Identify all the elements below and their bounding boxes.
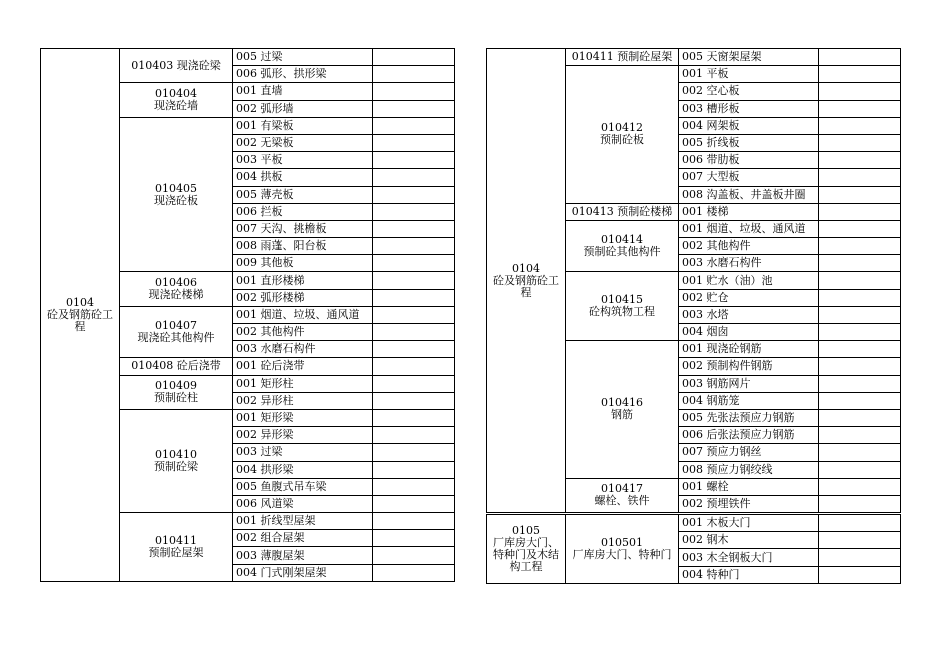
division-cell xyxy=(41,49,120,582)
empty-cell xyxy=(373,427,455,444)
item-cell: 008 沟盖板、井盖板井圈 xyxy=(679,186,819,203)
group-cell xyxy=(566,220,679,272)
table-row xyxy=(41,49,455,66)
item-cell: 002 异形柱 xyxy=(233,392,373,409)
empty-cell xyxy=(819,117,901,134)
empty-cell xyxy=(373,100,455,117)
group-code: 010404 xyxy=(155,87,197,101)
group-name: 砼构筑物工程 xyxy=(589,305,655,319)
group-name: 厂库房大门、特种门 xyxy=(572,547,672,561)
item-cell: 006 带肋板 xyxy=(679,152,819,169)
empty-cell xyxy=(373,152,455,169)
item-cell: 004 烟囱 xyxy=(679,324,819,341)
item-cell: 001 矩形柱 xyxy=(233,375,373,392)
item-cell: 008 雨蓬、阳台板 xyxy=(233,238,373,255)
empty-cell xyxy=(373,272,455,289)
empty-cell xyxy=(819,272,901,289)
empty-cell xyxy=(819,514,901,532)
empty-cell xyxy=(819,324,901,341)
group-code: 010414 xyxy=(601,233,643,247)
item-cell: 001 烟道、垃圾、通风道 xyxy=(679,220,819,237)
table-row xyxy=(487,514,901,532)
item-cell: 005 天窗架屋架 xyxy=(679,49,819,66)
item-cell: 004 门式刚架屋架 xyxy=(233,564,373,581)
item-cell: 001 木板大门 xyxy=(679,514,819,532)
item-cell: 006 拦板 xyxy=(233,203,373,220)
group-code: 010417 xyxy=(601,482,643,496)
item-cell: 005 先张法预应力钢筋 xyxy=(679,409,819,426)
empty-cell xyxy=(373,358,455,375)
group-cell: 010403 现浇砼梁 xyxy=(120,49,233,83)
empty-cell xyxy=(373,495,455,512)
group-code: 010405 xyxy=(155,181,197,195)
empty-cell xyxy=(373,169,455,186)
right-code-table xyxy=(486,48,901,584)
empty-cell xyxy=(819,186,901,203)
item-cell: 002 空心板 xyxy=(679,83,819,100)
group-name: 现浇砼板 xyxy=(154,193,198,207)
item-cell: 003 水塔 xyxy=(679,306,819,323)
item-cell: 003 薄腹屋架 xyxy=(233,547,373,564)
item-cell: 002 异形梁 xyxy=(233,427,373,444)
group-code: 010416 xyxy=(601,396,643,410)
empty-cell xyxy=(819,238,901,255)
table-row xyxy=(487,49,901,66)
division-code: 0104 xyxy=(512,261,540,275)
empty-cell xyxy=(819,549,901,566)
item-cell: 002 弧形墙 xyxy=(233,100,373,117)
group-name: 预制砼梁 xyxy=(154,460,198,473)
group-name: 预制砼其他构件 xyxy=(583,245,661,259)
empty-cell xyxy=(373,238,455,255)
group-cell: 010408 砼后浇带 xyxy=(120,358,233,375)
item-cell: 001 现浇砼钢筋 xyxy=(679,341,819,358)
item-cell: 007 大型板 xyxy=(679,169,819,186)
empty-cell xyxy=(373,409,455,426)
item-cell: 009 其他板 xyxy=(233,255,373,272)
item-cell: 004 钢筋笼 xyxy=(679,392,819,409)
empty-cell xyxy=(819,255,901,272)
group-cell xyxy=(566,341,679,479)
group-cell: 010413 预制砼楼梯 xyxy=(566,203,679,220)
group-name: 现浇砼其他构件 xyxy=(137,331,215,345)
item-cell: 001 直墙 xyxy=(233,83,373,100)
division-code: 0105 xyxy=(512,523,540,537)
item-cell: 002 预埋铁件 xyxy=(679,495,819,513)
group-code: 010415 xyxy=(601,293,643,307)
empty-cell xyxy=(819,358,901,375)
group-cell xyxy=(120,117,233,272)
empty-cell xyxy=(819,375,901,392)
group-cell xyxy=(566,514,679,584)
group-name: 钢筋 xyxy=(611,408,633,422)
empty-cell xyxy=(373,203,455,220)
empty-cell xyxy=(819,306,901,323)
item-cell: 005 薄壳板 xyxy=(233,186,373,203)
item-cell: 001 贮水（油）池 xyxy=(679,272,819,289)
empty-cell xyxy=(373,117,455,134)
group-name: 预制砼屋架 xyxy=(148,545,204,559)
empty-cell xyxy=(819,100,901,117)
empty-cell xyxy=(373,306,455,323)
empty-cell xyxy=(373,134,455,151)
item-cell: 005 折线板 xyxy=(679,134,819,151)
empty-cell xyxy=(373,461,455,478)
group-cell xyxy=(120,272,233,306)
empty-cell xyxy=(373,49,455,66)
item-cell: 003 槽形板 xyxy=(679,100,819,117)
empty-cell xyxy=(819,289,901,306)
empty-cell xyxy=(819,152,901,169)
division-cell xyxy=(487,514,566,584)
empty-cell xyxy=(819,444,901,461)
empty-cell xyxy=(373,564,455,581)
empty-cell xyxy=(373,375,455,392)
item-cell: 002 预制构件钢筋 xyxy=(679,358,819,375)
item-cell: 004 拱形梁 xyxy=(233,461,373,478)
group-cell xyxy=(120,513,233,582)
empty-cell xyxy=(819,392,901,409)
empty-cell xyxy=(819,203,901,220)
item-cell: 002 贮仓 xyxy=(679,289,819,306)
group-cell xyxy=(120,375,233,409)
division-cell xyxy=(487,49,566,514)
group-cell xyxy=(566,66,679,204)
item-cell: 006 风道梁 xyxy=(233,495,373,512)
item-cell: 002 其他构件 xyxy=(233,324,373,341)
item-cell: 001 折线型屋架 xyxy=(233,513,373,530)
division-name: 厂库房大门、特种门及木结构工程 xyxy=(493,535,559,573)
empty-cell xyxy=(819,427,901,444)
item-cell: 003 木全钢板大门 xyxy=(679,549,819,566)
empty-cell xyxy=(819,566,901,583)
division-name: 砼及钢筋砼工程 xyxy=(493,273,559,299)
item-cell: 001 矩形梁 xyxy=(233,409,373,426)
empty-cell xyxy=(373,478,455,495)
item-cell: 004 特种门 xyxy=(679,566,819,583)
empty-cell xyxy=(373,324,455,341)
empty-cell xyxy=(373,547,455,564)
empty-cell xyxy=(819,532,901,549)
item-cell: 001 有梁板 xyxy=(233,117,373,134)
item-cell: 006 后张法预应力钢筋 xyxy=(679,427,819,444)
group-cell xyxy=(120,409,233,512)
empty-cell xyxy=(373,513,455,530)
item-cell: 003 钢筋网片 xyxy=(679,375,819,392)
empty-cell xyxy=(819,461,901,478)
item-cell: 004 网架板 xyxy=(679,117,819,134)
left-table-body xyxy=(41,49,455,582)
group-cell xyxy=(566,272,679,341)
group-name: 预制砼板 xyxy=(600,133,644,147)
group-name: 预制砼柱 xyxy=(154,391,198,405)
group-name: 现浇砼楼梯 xyxy=(148,288,204,302)
empty-cell xyxy=(373,83,455,100)
group-cell: 010411 预制砼屋架 xyxy=(566,49,679,66)
empty-cell xyxy=(373,186,455,203)
item-cell: 001 烟道、垃圾、通风道 xyxy=(233,306,373,323)
item-cell: 007 预应力钢丝 xyxy=(679,444,819,461)
item-cell: 002 其他构件 xyxy=(679,238,819,255)
empty-cell xyxy=(819,495,901,513)
item-cell: 002 无梁板 xyxy=(233,134,373,151)
empty-cell xyxy=(373,220,455,237)
empty-cell xyxy=(819,66,901,83)
empty-cell xyxy=(819,478,901,495)
group-code: 010410 xyxy=(155,448,197,461)
item-cell: 005 鱼腹式吊车梁 xyxy=(233,478,373,495)
division-name: 砼及钢筋砼工程 xyxy=(47,307,113,333)
empty-cell xyxy=(373,289,455,306)
group-code: 010407 xyxy=(155,319,197,333)
empty-cell xyxy=(373,341,455,358)
empty-cell xyxy=(819,220,901,237)
group-code: 010501 xyxy=(601,535,643,549)
empty-cell xyxy=(819,409,901,426)
empty-cell xyxy=(373,444,455,461)
group-name: 现浇砼墙 xyxy=(154,99,198,113)
item-cell: 003 水磨石构件 xyxy=(233,341,373,358)
group-code: 010409 xyxy=(155,379,197,393)
item-cell: 001 螺栓 xyxy=(679,478,819,495)
empty-cell xyxy=(373,392,455,409)
empty-cell xyxy=(819,341,901,358)
item-cell: 003 过梁 xyxy=(233,444,373,461)
empty-cell xyxy=(819,169,901,186)
group-name: 螺栓、铁件 xyxy=(594,494,650,508)
item-cell: 002 弧形楼梯 xyxy=(233,289,373,306)
left-code-table xyxy=(40,48,455,582)
item-cell: 002 钢木 xyxy=(679,532,819,549)
empty-cell xyxy=(819,134,901,151)
right-table-body xyxy=(487,49,901,584)
item-cell: 001 砼后浇带 xyxy=(233,358,373,375)
empty-cell xyxy=(373,255,455,272)
item-cell: 007 天沟、挑檐板 xyxy=(233,220,373,237)
group-cell xyxy=(120,306,233,358)
group-code: 010412 xyxy=(601,121,643,135)
item-cell: 005 过梁 xyxy=(233,49,373,66)
group-cell xyxy=(566,478,679,513)
item-cell: 003 平板 xyxy=(233,152,373,169)
empty-cell xyxy=(819,83,901,100)
item-cell: 001 楼梯 xyxy=(679,203,819,220)
item-cell: 001 平板 xyxy=(679,66,819,83)
item-cell: 006 弧形、拱形梁 xyxy=(233,66,373,83)
item-cell: 001 直形楼梯 xyxy=(233,272,373,289)
group-code: 010406 xyxy=(155,276,197,290)
item-cell: 003 水磨石构件 xyxy=(679,255,819,272)
empty-cell xyxy=(373,530,455,547)
item-cell: 002 组合屋架 xyxy=(233,530,373,547)
division-code: 0104 xyxy=(66,295,94,309)
group-code: 010411 xyxy=(155,533,197,547)
empty-cell xyxy=(373,66,455,83)
item-cell: 004 拱板 xyxy=(233,169,373,186)
empty-cell xyxy=(819,49,901,66)
group-cell xyxy=(120,83,233,117)
item-cell: 008 预应力钢绞线 xyxy=(679,461,819,478)
